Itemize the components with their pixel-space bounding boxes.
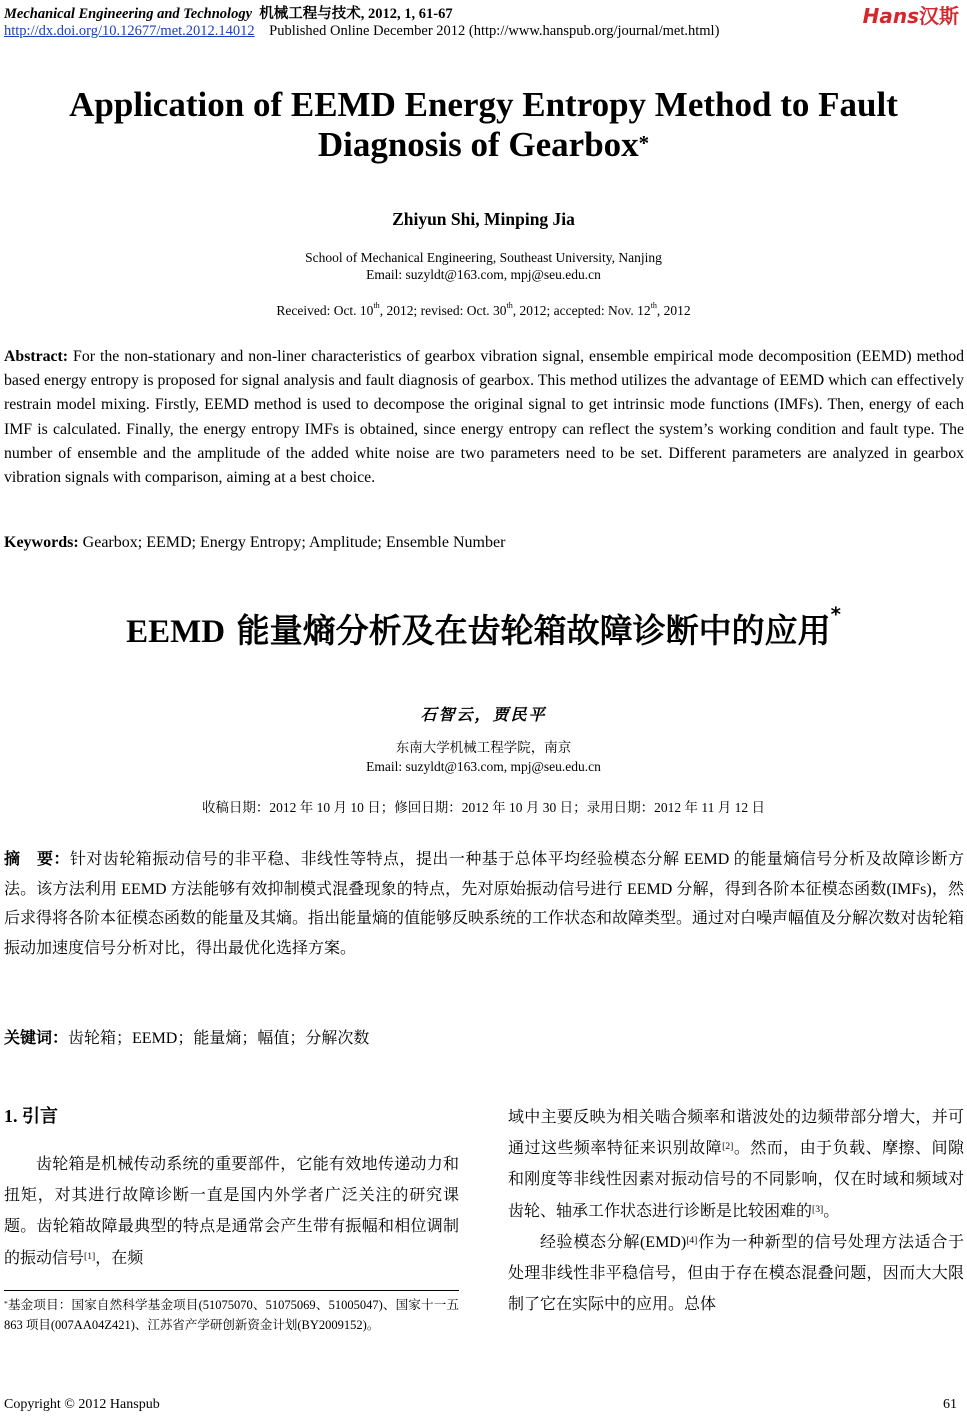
paragraph-text: 域中主要反映为相关啮合频率和谐波处的边频带部分增大，并可通过这些频率特征来识别故障 <box>508 1109 964 1158</box>
body-column-left <box>4 1149 459 1274</box>
section-heading-intro: 1. 引言 <box>4 1106 58 1126</box>
keywords-label: Keywords: <box>4 534 79 551</box>
email-en: Email: suzyldt@163.com, mpj@seu.edu.cn <box>366 267 601 282</box>
logo-text-en: Hans <box>862 4 919 28</box>
received-date: Received: Oct. 10 <box>276 303 374 318</box>
affiliation-cn-block <box>0 738 967 776</box>
footnote <box>4 1296 459 1335</box>
abstract-text: For the non-stationary and non-liner characteristics of gearbox vibration signal, ensemble empirical mode decomposition (EEMD) method based energy entropy is proposed for signal analysis and fault diagnosis of gearbox. This method utilizes the advantage of EEMD which can effectively restrain model mixing. Firstly, EEMD method is used to decompose the original signal to get intrinsic mode functions (IMFs). Then, energy of each IMF is calculated. Finally, the energy entropy IMFs is obtained, since energy entropy can reflect the system’s working condition and fault type. The number of ensemble and the amplitude of the added white noise are two parameters need to be set. Different parameters are analyzed in gearbox vibration signals with comparison, aiming at a best choice. <box>4 348 964 487</box>
abstract-en <box>4 345 964 490</box>
title-cn-eemd: EEMD <box>126 614 226 650</box>
footnote-mark: * <box>4 1299 8 1308</box>
citation-ref[interactable]: [1] <box>84 1250 96 1262</box>
affiliation-cn: 东南大学机械工程学院，南京 <box>395 740 572 755</box>
copyright: Copyright © 2012 Hanspub <box>4 1397 160 1412</box>
abstract-cn-text: 针对齿轮箱振动信号的非平稳、非线性等特点，提出一种基于总体平均经验模态分解 EEMD 的能量熵信号分析及故障诊断方法。该方法利用 EEMD 方法能够有效抑制模式混叠现象的特点，先对原始振动信号进行 EEMD 分解，得到各阶本征模态函数(IMFs)，然后求得将各阶本征模态函数的能量及其熵。指出能量熵的值能够反映系统的工作状态和故障类型。通过对白噪声幅值及分解次数对齿轮箱振动加速度信号分析对比，得出最优化选择方案。 <box>4 851 965 957</box>
keywords-text: Gearbox; EEMD; Energy Entropy; Amplitude; Ensemble Number <box>82 534 506 551</box>
abstract-cn-label: 摘 要： <box>4 849 70 868</box>
title-en-text: Application of EEMD Energy Entropy Method to Fault Diagnosis of Gearbox <box>69 85 898 164</box>
hans-logo <box>863 0 959 29</box>
paragraph-text: ，在频 <box>95 1249 144 1267</box>
email-cn: Email: suzyldt@163.com, mpj@seu.edu.cn <box>366 759 601 774</box>
doi-link[interactable]: http://dx.doi.org/10.12677/met.2012.14012 <box>4 23 255 39</box>
abstract-label: Abstract: <box>4 348 69 365</box>
keywords-en <box>4 534 505 552</box>
title-en <box>0 85 967 165</box>
journal-name-cn: 机械工程与技术, 2012, 1, 61-67 <box>259 6 453 22</box>
paragraph-text: 齿轮箱是机械传动系统的重要部件，它能有效地传递动力和扭矩，对其进行故障诊断一直是国内外学者广泛关注的研究课题。齿轮箱故障最典型的特点是通常会产生带有振幅和相位调制的振动信号 <box>4 1156 459 1267</box>
keywords-cn-text: 齿轮箱；EEMD；能量熵；幅值；分解次数 <box>68 1030 370 1047</box>
ordinal-sup: th <box>650 301 657 310</box>
paragraph <box>4 1149 459 1274</box>
citation-ref[interactable]: [2] <box>722 1141 734 1153</box>
affiliation-en: School of Mechanical Engineering, Southeast University, Nanjing <box>305 250 662 265</box>
body-column-right <box>508 1102 964 1320</box>
page-number: 61 <box>943 1397 957 1412</box>
title-cn-footnote-mark: * <box>830 603 841 626</box>
citation-ref[interactable]: [3] <box>812 1203 824 1215</box>
paragraph-text: 。然而，由于负载、摩擦、间隙和刚度等非线性因素对振动信号的不同影响，仅在时域和频域对齿轮、轴承工作状态进行诊断是比较困难的 <box>508 1140 964 1220</box>
accepted-year: , 2012 <box>656 303 691 318</box>
footnote-divider <box>4 1290 459 1291</box>
logo-text-cn: 汉斯 <box>919 4 959 28</box>
paragraph-text: 。 <box>823 1202 840 1220</box>
journal-name-en: Mechanical Engineering and Technology <box>4 6 253 22</box>
authors-cn: 石智云，贾民平 <box>420 707 547 724</box>
citation-ref[interactable]: [4] <box>686 1234 698 1246</box>
paragraph-text: 作为一种新型的信号处理方法适合于处理非线性非平稳信号，但由于存在模态混叠问题，因而大大限制了它在实际中的应用。总体 <box>508 1233 964 1314</box>
received-dates <box>0 303 967 319</box>
authors-en: Zhiyun Shi, Minping Jia <box>392 209 575 229</box>
footnote-text: 基金项目：国家自然科学基金项目(51075070、51075069、51005047)、国家十一五 863 项目(007AA04Z421)、江苏省产学研创新资金计划(BY2009152)。 <box>4 1298 459 1332</box>
ordinal-sup: th <box>506 301 513 310</box>
title-cn <box>0 605 967 652</box>
keywords-cn-label: 关键词： <box>4 1028 69 1047</box>
abstract-cn <box>4 844 964 963</box>
paragraph <box>508 1102 964 1227</box>
dates-cn: 收稿日期：2012 年 10 月 10 日；修回日期：2012 年 10 月 30 日；录用日期：2012 年 11 月 12 日 <box>201 800 766 815</box>
paragraph-text: 经验模态分解(EMD) <box>540 1233 687 1251</box>
revised-date: , 2012; revised: Oct. 30 <box>379 303 507 318</box>
doi-line <box>4 23 719 40</box>
title-footnote-mark: * <box>638 131 650 155</box>
paragraph <box>508 1227 964 1321</box>
published-online: Published Online December 2012 (http://www.hanspub.org/journal/met.html) <box>269 23 720 39</box>
journal-header <box>4 2 453 23</box>
affiliation-en-block <box>0 249 967 283</box>
ordinal-sup: th <box>373 301 380 310</box>
keywords-cn <box>4 1025 369 1048</box>
accepted-date: , 2012; accepted: Nov. 12 <box>512 303 651 318</box>
title-cn-text: 能量熵分析及在齿轮箱故障诊断中的应用 <box>236 611 831 650</box>
